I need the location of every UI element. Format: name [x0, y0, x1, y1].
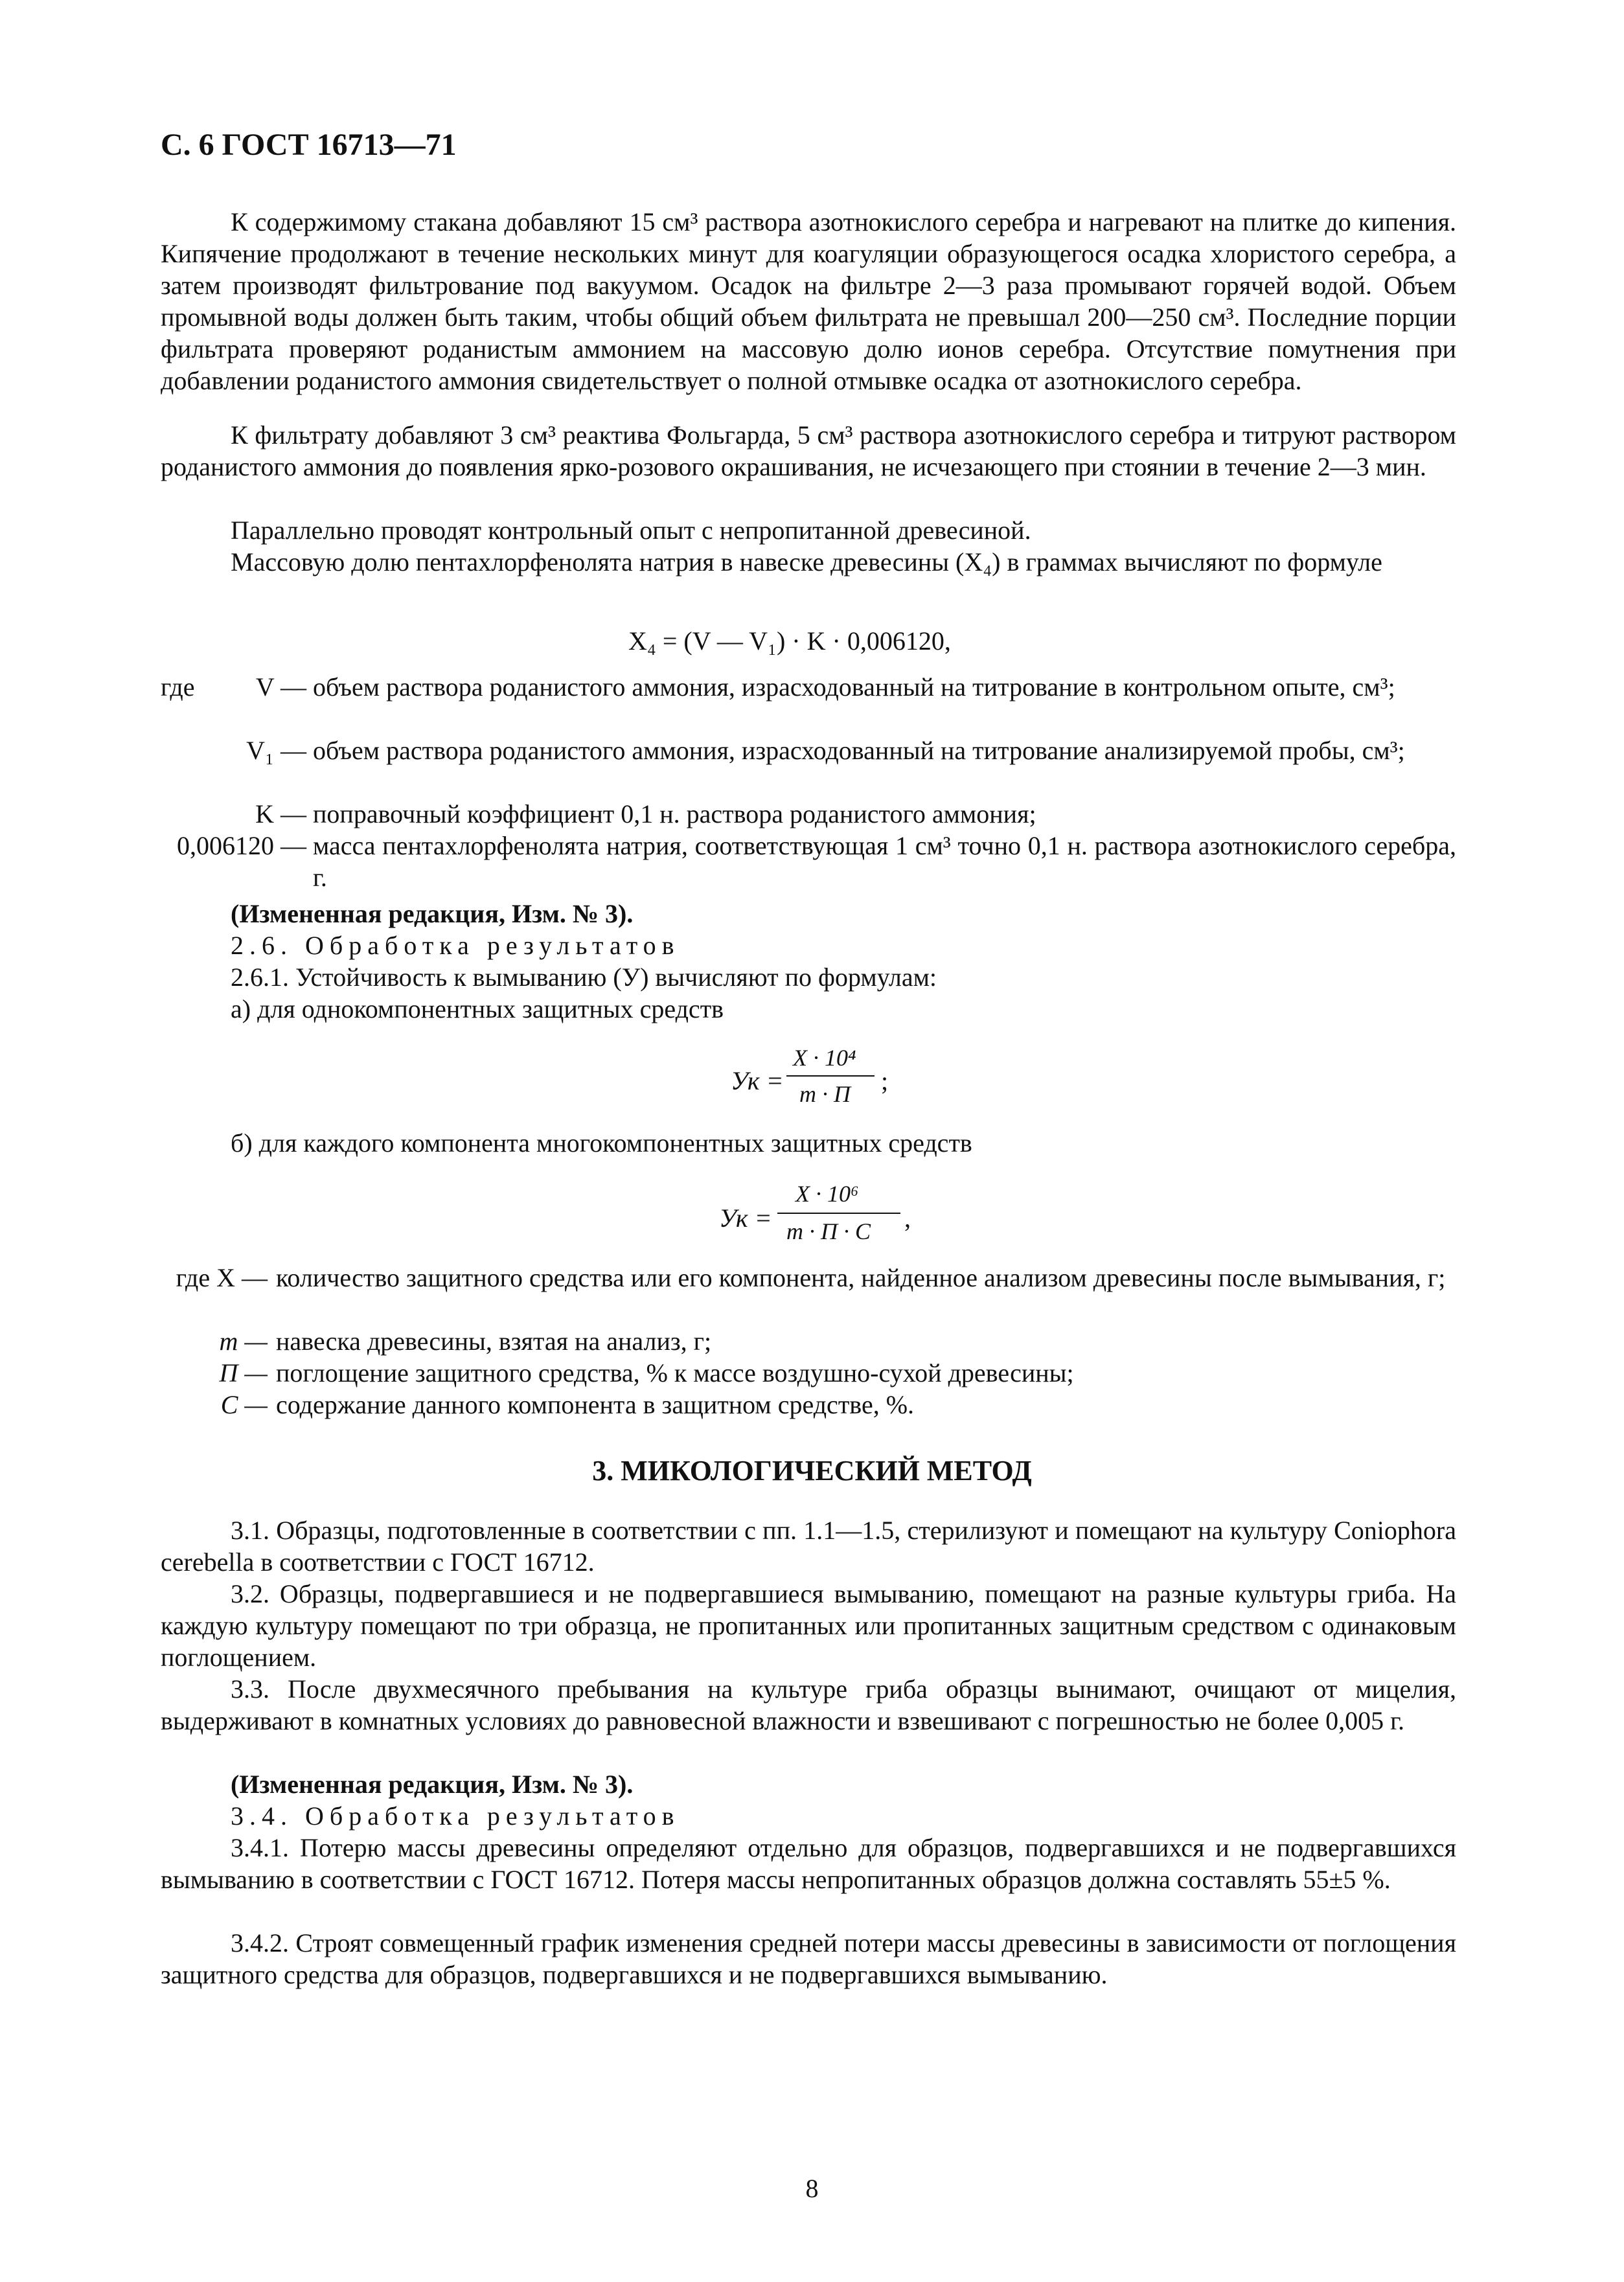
paragraph-261: 2.6.1. Устойчивость к вымыванию (У) вычисляют по формулам: — [231, 963, 937, 992]
where-text: объем раствора роданистого аммония, израсходованный на титрование анализируемой пробы, см³; — [313, 736, 1405, 765]
where-text: масса пентахлорфенолята натрия, соответствующая 1 см³ точно 0,1 н. раствора азотнокислого серебра, г. — [313, 831, 1456, 892]
formula-a-denominator: m · П — [799, 1081, 851, 1107]
paragraph-33: 3.3. После двухмесячного пребывания на культуре гриба образцы вынимают, очищают от мицелия, выдерживают в комнатных условиях до равновесной влажности и взвешивают с погрешностью не более 0,005 г. — [161, 1674, 1456, 1735]
fraction-bar — [786, 1075, 875, 1077]
subsection-title: 3.4. Обработка результатов — [231, 1801, 680, 1831]
formula-b-denominator: m · П · C — [786, 1218, 871, 1244]
fraction-bar — [777, 1213, 900, 1214]
where-item — [161, 830, 1456, 893]
where-text: количество защитного средства или его компонента, найденное анализом древесины после вымывания, г; — [276, 1263, 1446, 1292]
where-text: содержание данного компонента в защитном средстве, %. — [276, 1390, 915, 1419]
where-item — [161, 1262, 1456, 1325]
where-item — [161, 1357, 1456, 1389]
item-a: а) для однокомпонентных защитных средств — [231, 994, 724, 1023]
paragraph-1: К содержимому стакана добавляют 15 см³ раствора азотнокислого серебра и нагревают на плитке до кипения. Кипячение продолжают в течение нескольких минут для коагуляции образующегося осадка хлористого серебра, а затем производят фильтрование под вакуумом. Осадок на фильтре 2—3 раза промывают горячей водой. Объем промывной воды должен быть таким, чтобы общий объем фильтрата не превышал 200—250 см³. Последние порции фильтрата проверяют роданистым аммонием на массовую долю ионов серебра. Отсутствие помутнения при добавлении роданистого аммония свидетельствует о полной отмывке осадка от азотнокислого серебра. — [161, 207, 1456, 395]
formula-b-tail: , — [904, 1204, 911, 1233]
subsection-title: 2.6. Обработка результатов — [231, 931, 680, 960]
where-text: поправочный коэффициент 0,1 н. раствора роданистого аммония; — [313, 799, 1036, 828]
where-item — [161, 798, 1456, 830]
where-symbol: П — — [219, 1358, 268, 1387]
where-symbol: m — — [219, 1327, 268, 1356]
where-symbol: K — — [255, 799, 306, 828]
where-symbol: V — — [255, 672, 306, 702]
amendment-note: (Измененная редакция, Изм. № 3). — [231, 1770, 634, 1799]
where-symbol: V₁ — — [246, 736, 306, 765]
section-heading: 3. МИКОЛОГИЧЕСКИЙ МЕТОД — [592, 1455, 1032, 1487]
where-text: навеска древесины, взятая на анализ, г; — [276, 1327, 712, 1356]
paragraph-31: 3.1. Образцы, подготовленные в соответствии с пп. 1.1—1.5, стерилизуют и помещают на культуру Coniophora cerebella в соответствии с ГОСТ 16712. — [161, 1516, 1456, 1577]
paragraph-342: 3.4.2. Строят совмещенный график изменения средней потери массы древесины в зависимости от поглощения защитного средства для образцов, подвергавшихся и не подвергавшихся вымыванию. — [161, 1928, 1456, 1989]
formula-a-tail: ; — [881, 1066, 889, 1095]
item-b: б) для каждого компонента многокомпонентных защитных средств — [231, 1128, 972, 1158]
paragraph-4: Массовую долю пентахлорфенолята натрия в навеске древесины (X₄) в граммах вычисляют по формуле — [231, 547, 1382, 576]
formula-b-numerator: X · 10⁶ — [795, 1181, 859, 1207]
page-number: 8 — [805, 2174, 819, 2203]
where-symbol: C — — [220, 1390, 268, 1419]
where-item — [161, 671, 1456, 735]
where-item — [161, 735, 1456, 798]
paragraph-341: 3.4.1. Потерю массы древесины определяют отдельно для образцов, подвергавшихся и не подвергавшихся вымыванию в соответствии с ГОСТ 16712. Потеря массы непропитанных образцов должна составлять 55±5 %. — [161, 1833, 1456, 1894]
page-header: С. 6 ГОСТ 16713—71 — [161, 128, 457, 162]
where-symbol: 0,006120 — — [177, 831, 306, 860]
paragraph-32: 3.2. Образцы, подвергавшиеся и не подвергавшиеся вымыванию, помещают на разные культуры гриба. На каждую культуру помещают по три образца, не пропитанных или пропитанных защитным средством с одинаковым поглощением. — [161, 1579, 1456, 1672]
paragraph-3: Параллельно проводят контрольный опыт с непропитанной древесиной. — [231, 516, 1031, 545]
formula-x4: X₄ = (V — V₁) · K · 0,006120, — [628, 626, 951, 656]
where-item — [161, 1325, 1456, 1357]
where-text: объем раствора роданистого аммония, израсходованный на титрование в контрольном опыте, см³; — [313, 672, 1395, 702]
formula-b-lhs: Ук = — [719, 1204, 772, 1233]
where-symbol: где X — — [176, 1263, 268, 1292]
where-item — [161, 1389, 1456, 1421]
formula-a-lhs: Ук = — [731, 1066, 784, 1095]
where-text: поглощение защитного средства, % к массе воздушно-сухой древесины; — [276, 1358, 1074, 1387]
paragraph-2: К фильтрату добавляют 3 см³ реактива Фольгарда, 5 см³ раствора азотнокислого серебра и титруют раствором роданистого аммония до появления ярко-розового окрашивания, не исчезающего при стоянии в течение 2—3 мин. — [161, 420, 1456, 481]
amendment-note: (Измененная редакция, Изм. № 3). — [231, 899, 634, 928]
where-label: где — [161, 672, 195, 702]
formula-a-numerator: X · 10⁴ — [793, 1045, 856, 1071]
